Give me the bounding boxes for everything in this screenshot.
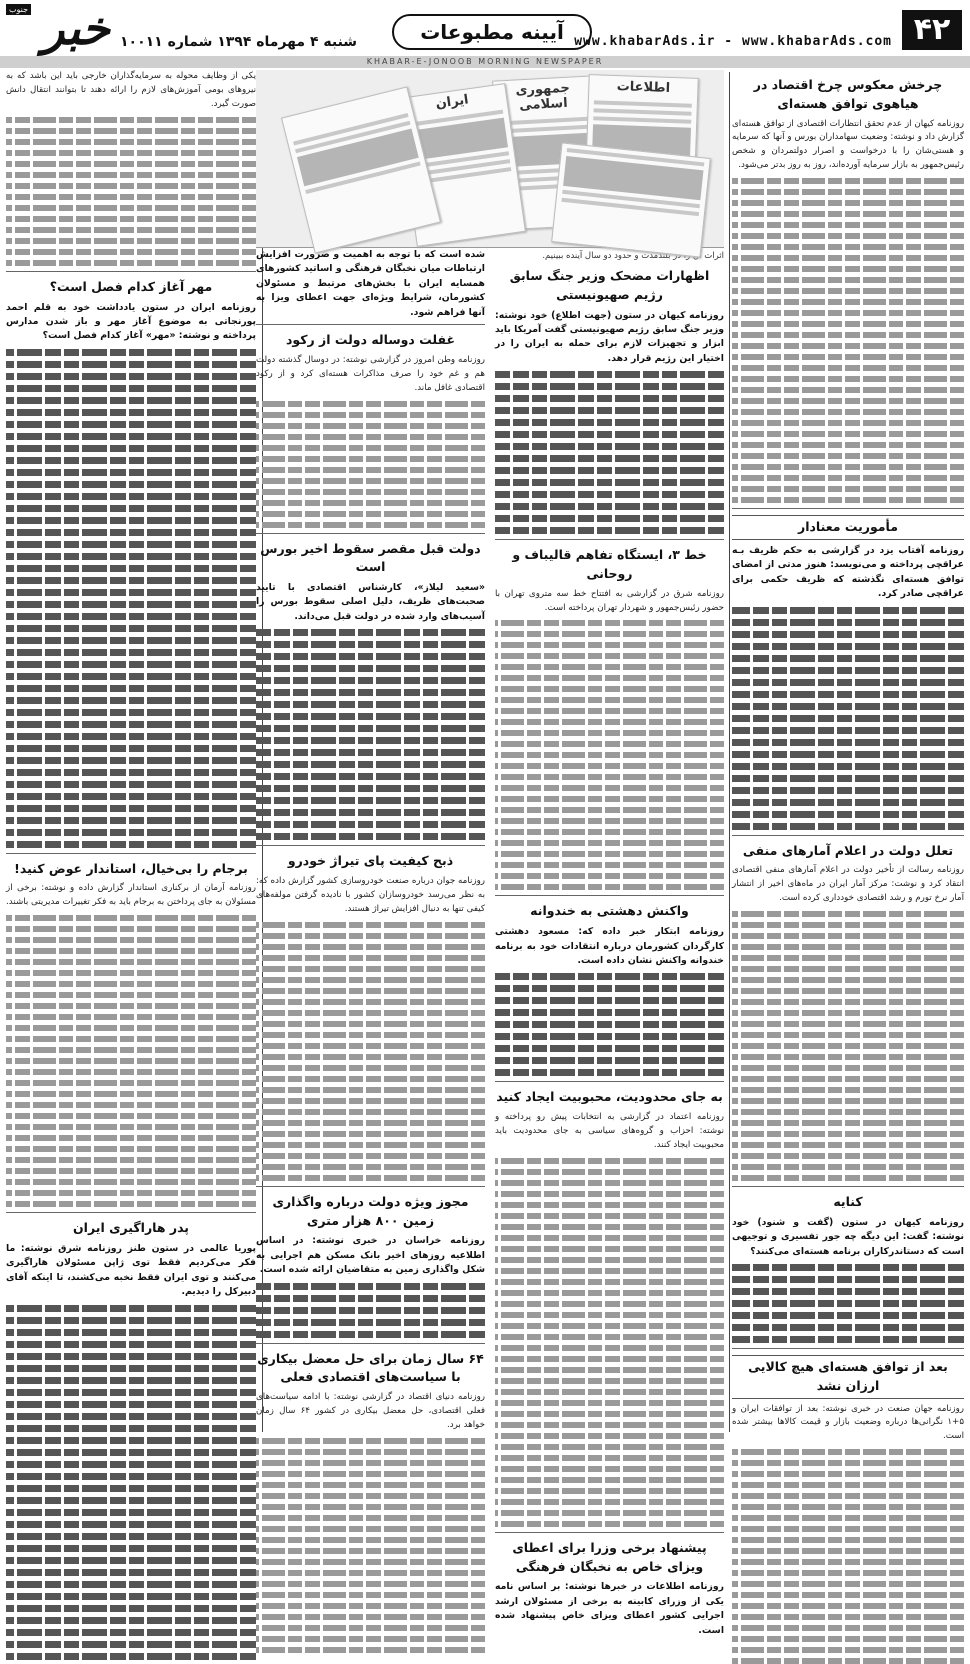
article-title[interactable]: واکنش دهشتی به خندوانه <box>530 903 689 919</box>
logo-wordmark: خبر <box>42 1 110 55</box>
article-title[interactable]: پیشنهاد برخی وزرا برای اعطای ویزای خاص به نخبگان فرهنگی <box>512 1539 707 1574</box>
newspaper-collage-image: جمهوری اسلامی اطلاعات ایران <box>256 70 724 248</box>
article-title[interactable]: مأموریت معنادار <box>732 515 964 540</box>
article-lead: روزنامه ایران در ستون یادداشت خود به قلم احمد پورنجاتی به موضوع آغاز مهر و باز شدن مدارس پرداخته و نوشته: «مهر» آغاز کدام فصل است؟ <box>6 301 256 342</box>
middle-column <box>256 70 724 1636</box>
article-lead: پوریا عالمی در ستون طنز روزنامه شرق نوشته: ما فکر می‌کردیم فقط توی ژاپن مسئولان هاراگیری می‌کنند و توی ایران فقط نخبه می‌کشند، تا اینکه آقای دبیرکل را دیدیم. <box>6 1243 256 1298</box>
article-title[interactable]: تعلل دولت در اعلام آمارهای منفی <box>742 842 954 858</box>
article-body: روزنامه رسالت از تأخیر دولت در اعلام آمارهای منفی اقتصادی انتقاد کرد و نوشت: مرکز آمار ایران در ماه‌های اخیر از انتشار آمار نرخ تورم و رشد اقتصادی خودداری کرده است. <box>732 865 964 904</box>
right-column <box>732 70 964 1442</box>
article-body-lines <box>256 401 485 528</box>
article-lead: «سعید لیلاز»، کارشناس اقتصادی با تایید صحبت‌های ظریف، دلیل اصلی سقوط بورس را آسیب‌های وارد شده در دولت قبل می‌داند. <box>256 582 485 622</box>
article-lead: روزنامه ابتکار خبر داده که: مسعود دهشتی کارگردان کشورمان درباره انتقادات خود به برنامه خندوانه واکنش نشان داده است. <box>495 926 724 967</box>
article-title[interactable]: مجوز ویژه دولت درباره واگذاری زمین ۸۰۰ هزار متری <box>272 1193 469 1228</box>
article-body: روزنامه جوان درباره صنعت خودروسازی کشور گزارش داده که: به نظر می‌رسد خودروسازان کشور با نادیده گرفتن مولفه‌های کیفی تنها به دنبال افزایش تیراژ هستند. <box>256 876 485 914</box>
article-body-lines <box>732 911 964 1181</box>
article-lead: روزنامه کیهان در ستون (گفت و شنود) خود نوشته: گفت: این دیگه چه جور تفسیری و توجیهی است که دستاندرکاران برنامه هسته‌ای می‌کنند؟ <box>732 1216 964 1257</box>
issue-date: شنبه ۴ مهرماه ۱۳۹۴ شماره ۱۰۰۱۱ <box>120 34 358 50</box>
article-title[interactable]: به جای محدودیت، محبوبیت ایجاد کنید <box>496 1089 723 1105</box>
page-number: ۴۲ <box>902 10 962 50</box>
article-title[interactable]: کنایه <box>833 1194 863 1210</box>
article-body-lines <box>256 1283 485 1338</box>
article-body-lines <box>6 349 256 848</box>
article-lead: روزنامه خراسان در خبری نوشته: در اساس اطلاعیه روزهای اخیر بانک مسکن هم اجرایی به شکل واگذاری زمین به متقاضیان ارائه شده است. <box>256 1235 485 1276</box>
article-title[interactable]: ذبح کیفیت پای تیراژ خودرو <box>287 853 454 869</box>
article-body-lines <box>495 973 724 1076</box>
article-body: روزنامه شرق در گزارشی به افتتاح خط سه متروی تهران با حضور رئیس‌جمهور و شهردار تهران پرداخته است. <box>495 588 724 613</box>
article-body-lines <box>256 629 485 840</box>
page-header <box>0 0 970 70</box>
article-body-lines <box>6 1305 256 1660</box>
article-title[interactable]: پدر هاراگیری ایران <box>73 1220 189 1236</box>
logo-badge: جنوب <box>6 4 31 15</box>
section-title: آیینه مطبوعات <box>392 14 592 50</box>
article-body-lines <box>256 922 485 1181</box>
article-body-lines <box>732 178 964 503</box>
article-body-lines <box>495 371 724 534</box>
article-title[interactable]: غفلت دوساله دولت از رکود <box>285 332 456 348</box>
article-body-lines <box>732 1449 964 1664</box>
article-body: یکی از وظایف محوله به سرمایه‌گذاران خارجی باید این باشد که به نیروهای بومی آموزش‌های لازم را ارائه دهند تا بتوانند انتقال دانش صورت گیرد. <box>6 71 256 109</box>
article-body: روزنامه جهان صنعت در خبری نوشته: بعد از توافقات ایران و ۵+۱ نگرانی‌ها درباره وضعیت بازار و قیمت کالاها بیشتر شده است. <box>732 1403 964 1442</box>
column-divider <box>729 72 730 1432</box>
article-body-lines <box>6 117 256 266</box>
image-caption: اثرات آن را در بلندمدت و حدود دو سال آینده ببینیم. <box>542 251 724 261</box>
newspaper-logo <box>6 0 110 56</box>
article-body: روزنامه وطن امروز در گزارشی نوشته: در دوسال گذشته دولت هم و غم خود را صرف مذاکرات هسته‌ای کرد و از رکود اقتصادی غافل ماند. <box>256 354 485 393</box>
article-lead: شده است که با توجه به اهمیت و ضرورت افزایش ارتباطات میان نخبگان فرهنگی و اساتید کشورهای همسایه ایران با بخش‌های مرتبط و مسئولان کشورمان، شرایط ویژه‌ای جهت اعطای ویزا به آنها فراهم شود. <box>256 249 485 318</box>
article-body: روزنامه کیهان از عدم تحقق انتظارات اقتصادی از توافق هسته‌ای گزارش داد و نوشته: وضعیت سهامداران بورس و آنها که سرمایه و هستی‌شان را با درخواست و اصرار دولتمردان و شخص رئیس‌جمهور به بازار سرمایه آورده‌اند، روز به روز بدتر می‌شود. <box>732 118 964 171</box>
article-title[interactable]: مهر آغاز کدام فصل است؟ <box>49 278 213 294</box>
masthead-strip: KHABAR-E-JONOOB MORNING NEWSPAPER <box>0 56 970 68</box>
article-title[interactable]: چرخش معکوس چرخ اقتصاد در هیاهوی توافق هسته‌ای <box>753 77 943 111</box>
article-body-lines <box>495 1158 724 1527</box>
article-title[interactable]: برجام را بی‌خیال، استاندار عوض کنید! <box>14 860 248 876</box>
article-lead: روزنامه کیهان در ستون (جهت اطلاع) خود نوشته: وزیر جنگ سابق رژیم صهیونیستی گفت آمریکا باید ابزار و تجهیزات لازم برای حمله به ایران را در اختیار این رژیم قرار دهد. <box>495 309 724 364</box>
website-url[interactable]: www.khabarAds.ir - www.khabarAds.com <box>574 34 892 49</box>
article-body-lines <box>6 915 256 1207</box>
article-title[interactable]: اظهارات مضحک وزیر جنگ سابق رژیم صهیونیستی <box>509 268 710 302</box>
article-body: روزنامه دنیای اقتصاد در گزارشی نوشته: با ادامه سیاست‌های فعلی اقتصادی، حل معضل بیکاری در کشور ۶۴ سال زمان خواهد برد. <box>256 1392 485 1430</box>
article-body: روزنامه اعتماد در گزارشی به انتخابات پیش رو پرداخته و نوشته: احزاب و گروه‌های سیاسی به جای محدودیت باید محبوبیت ایجاد کنند. <box>495 1112 724 1151</box>
article-body-lines <box>256 1438 485 1653</box>
article-lead: روزنامه آفتاب یزد در گزارشی به حکم ظریف بـه عراقچی پرداخته و می‌نویسد: هنوز مدتی از امضای توافق هسته‌ای نگذشته که ظریف حکمی برای عراقچی صادر کرد. <box>732 544 964 600</box>
article-title[interactable]: خط ۳، ایستگاه تفاهم قالیباف و روحانی <box>512 547 707 581</box>
article-title[interactable]: بعد از توافق هسته‌ای هیچ کالایی ارزان نشد <box>732 1355 964 1399</box>
left-column <box>6 70 256 1436</box>
article-lead: روزنامه اطلاعات در خبرها نوشته: بر اساس نامه یکی از وزرای کابینه به برخی از مسئولان ارشد اجرایی کشور اعطای ویزای خاص پیشنهاد شده است. <box>495 1581 724 1636</box>
article-title[interactable]: ۶۴ سال زمان برای حل معضل بیکاری با سیاست‌های اقتصادی فعلی <box>257 1350 484 1385</box>
article-body-lines <box>732 1264 964 1343</box>
article-body-lines <box>495 620 724 890</box>
article-body: روزنامه آرمان از برکناری استاندار گزارش داده و نوشته: برخی از مسئولان به جای پرداختن به برجام باید به فکر تغییرات مدیریتی باشند. <box>6 883 256 908</box>
article-title[interactable]: دولت قبل مقصر سقوط اخیر بورس است <box>260 540 481 575</box>
article-body-lines <box>732 607 964 830</box>
